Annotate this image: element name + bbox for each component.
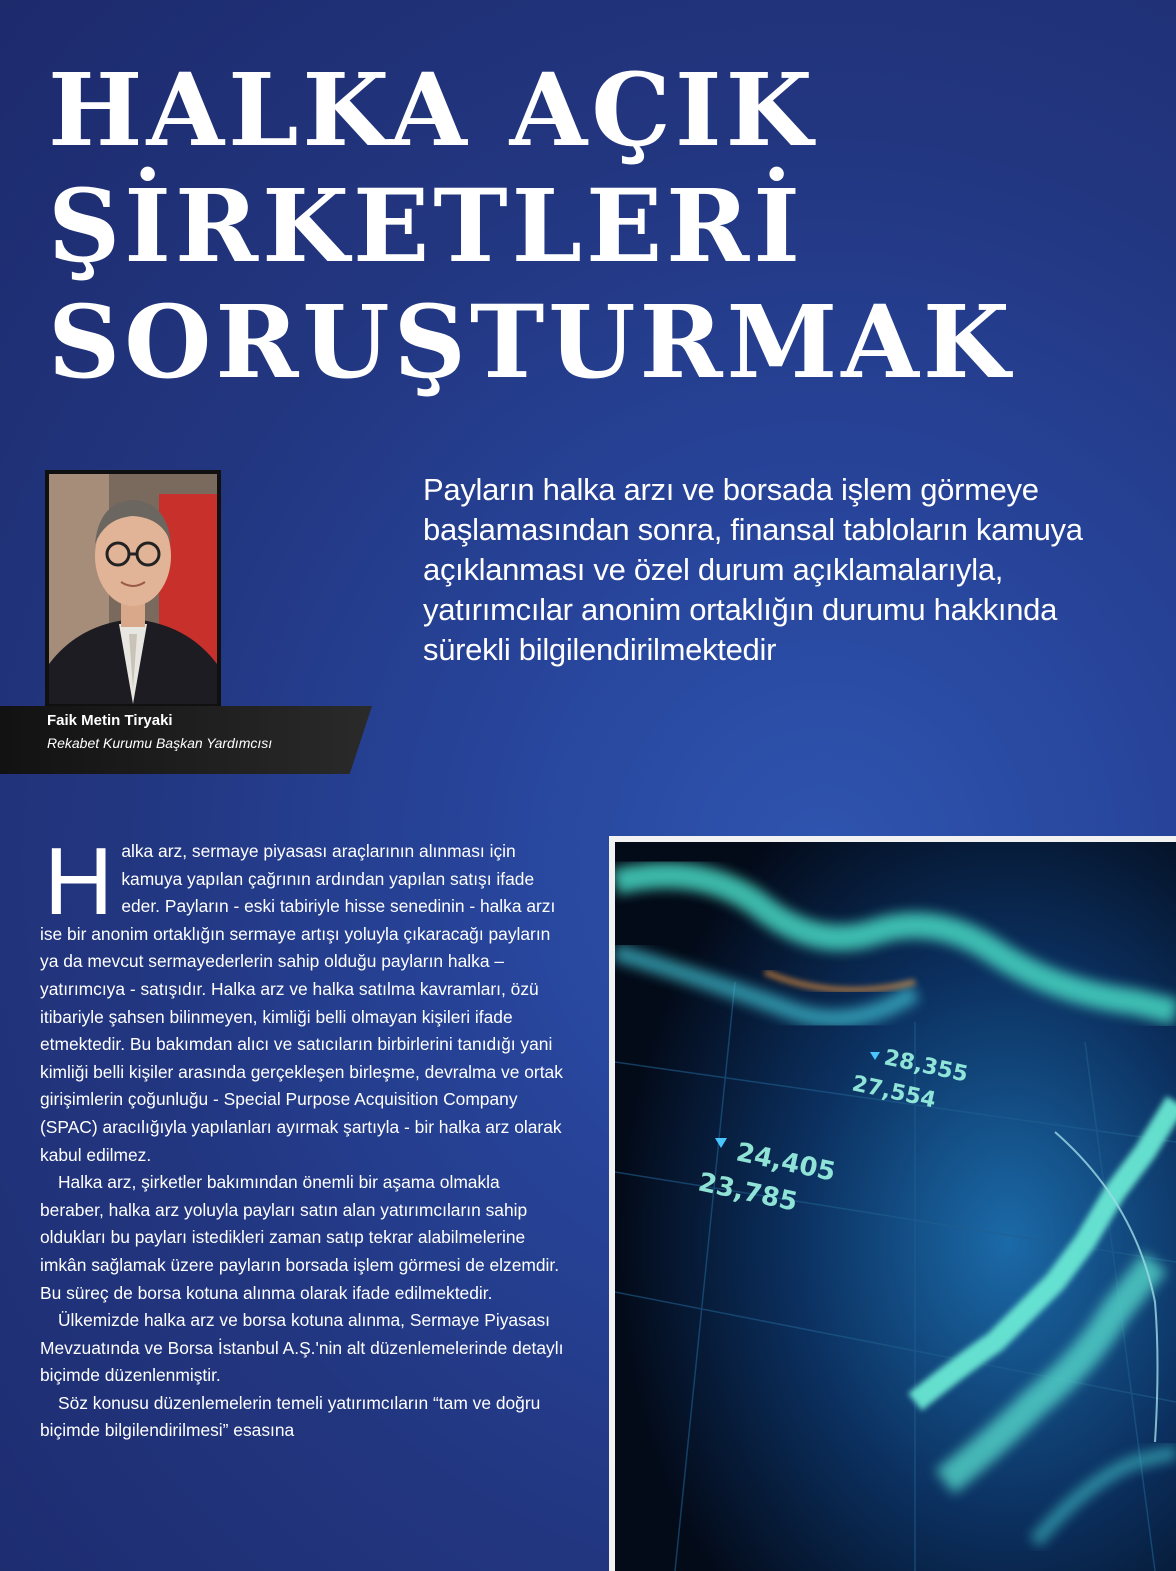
title-line-1: HALKA AÇIK xyxy=(48,51,817,169)
chart-label-2: 27,554 xyxy=(849,1071,939,1114)
chart-label-3: 24,405 xyxy=(733,1137,838,1188)
body-paragraph-3: Ülkemizde halka arz ve borsa kotuna alınma, Sermaye Piyasası Mevzuatında ve Borsa İstanbul A.Ş.'nin alt düzenlemelerinde detaylı biçimde düzenlenmiştir. xyxy=(40,1310,564,1386)
stock-chart-illustration xyxy=(615,842,1176,1571)
body-paragraph-2: Halka arz, şirketler bakımından önemli bir aşama olmakla beraber, halka arz yoluyla payları satın alan yatırımcıların sahip oldukları bu payları istedikleri zaman satıp tekrar alabilmelerine imkân sağlamak üzere payların borsada işlem görmesi de elzemdir. Bu süreç de borsa kotuna alınma olarak ifade edilmektedir. xyxy=(40,1172,560,1303)
author-portrait-image xyxy=(49,474,217,704)
stock-chart-photo xyxy=(609,836,1176,1571)
title-line-2: ŞİRKETLERİ xyxy=(48,167,805,285)
drop-cap: H xyxy=(44,828,114,935)
chart-label-4: 23,785 xyxy=(695,1167,800,1218)
chart-label-1: 28,355 xyxy=(881,1045,971,1088)
title-line-3: SORUŞTURMAK xyxy=(48,283,1014,401)
article-body xyxy=(40,828,567,1445)
body-paragraph-1-text: alka arz, sermaye piyasası araçlarının alınması için kamuya yapılan çağrının ardından yapılan satışı ifade eder. Payların - eski tabiriyle hisse senedinin - halka arzı ise bir anonim ortaklığın sermaye artışı yoluyla çıkaracağı payların ya da mevcut sermayederlerin sahip olduğu payların halka – yatırımcıya - satışıdır. Halka arz ve halka satılma kavramları, özü itibariyle şahsen bilinmeyen, kimliği belli olmayan kişileri ifade etmektedir. Bu bakımdan alıcı ve satıcıların birbirlerini tanıdığı yani kimliği belli kişiler arasında gerçekleşen birleşme, devralma ve ortak girişimlerin çoğunluğu - Special Purpose Acquisition Company (SPAC) aracılığıyla yapılanları ayırmak şartıyla - bir halka arz olarak kabul edilmez. xyxy=(40,841,563,1165)
author-role: Rekabet Kurumu Başkan Yardımcısı xyxy=(47,735,273,751)
body-paragraph-4: Söz konusu düzenlemelerin temeli yatırımcıların “tam ve doğru biçimde bilgilendirilmesi” esasına xyxy=(40,1392,541,1441)
article-lead: Payların halka arzı ve borsada işlem görmeye başlamasından sonra, finansal tabloların kamuya açıklanması ve özel durum açıklamalarıyla, yatırımcılar anonim ortaklığın durumu hakkında sürekli bilgilendirilmektedir xyxy=(423,472,1083,667)
author-name: Faik Metin Tiryaki xyxy=(47,712,173,729)
body-paragraph-1 xyxy=(40,828,567,1169)
author-photo xyxy=(45,470,221,708)
article-title xyxy=(48,51,1014,401)
